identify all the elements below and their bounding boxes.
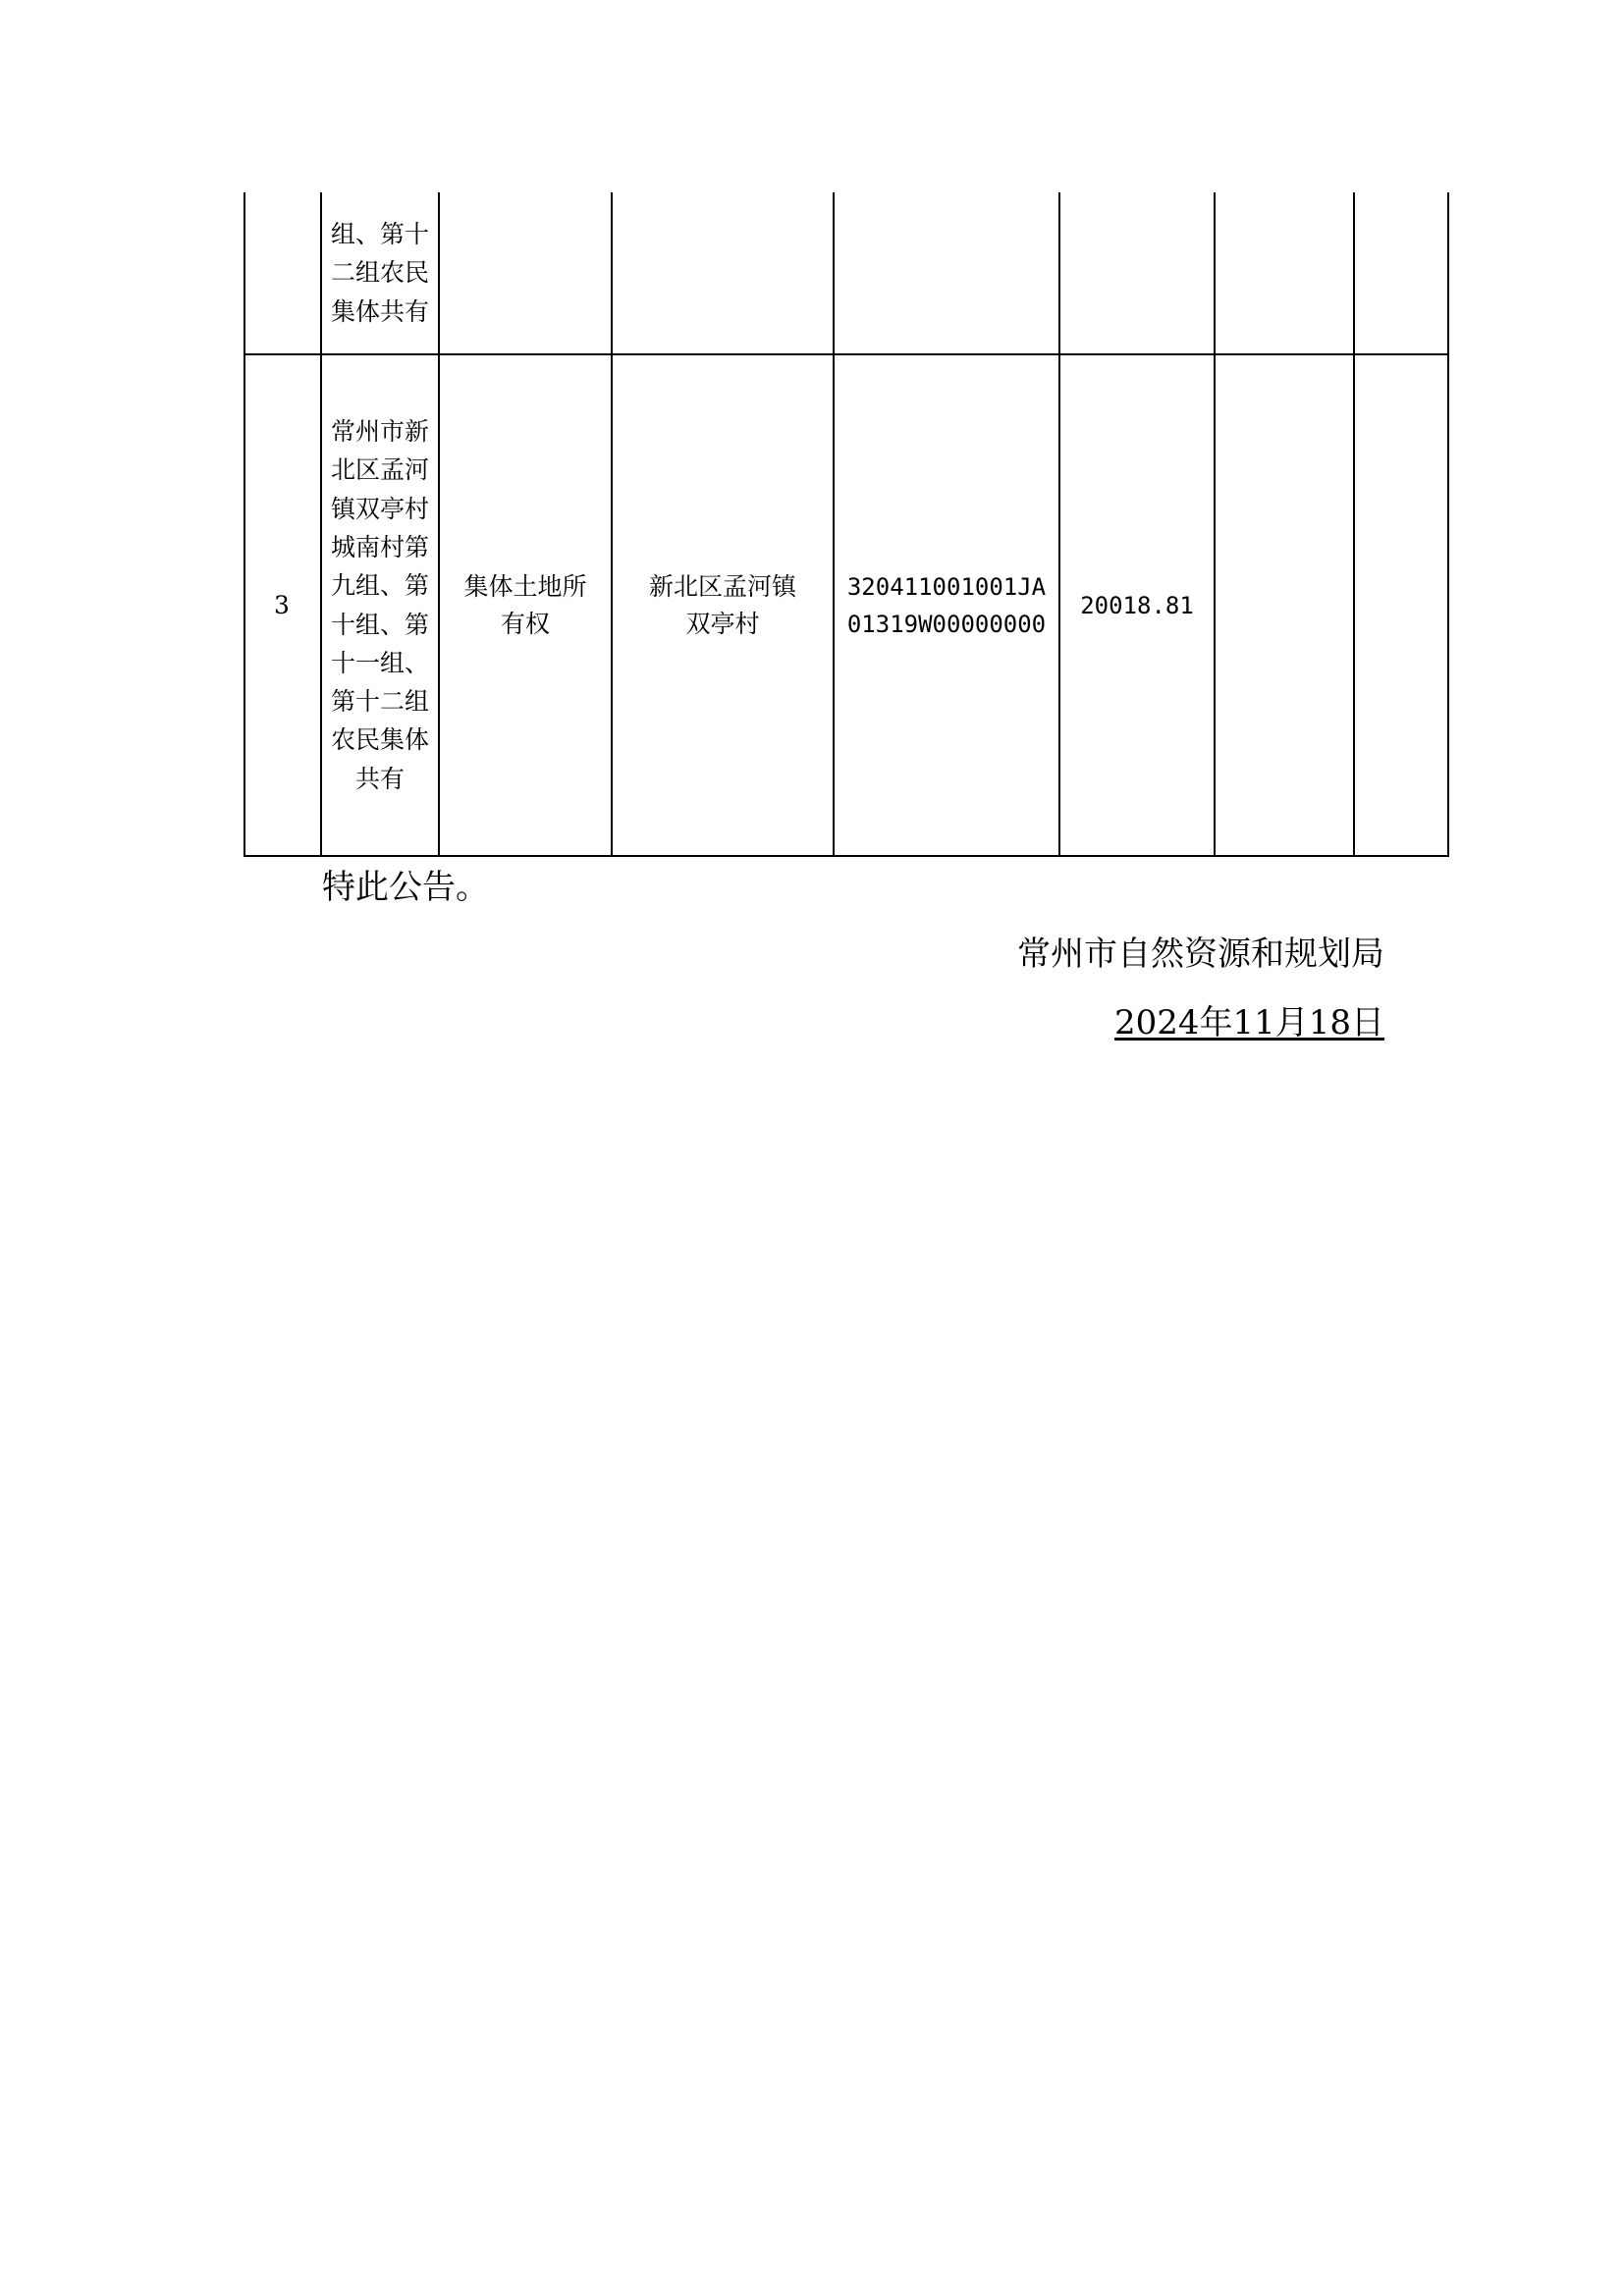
table-cell-owner-continued: [322, 192, 438, 353]
table-cell-area: [1060, 355, 1214, 855]
owner-continued-text: 组、第十二组农民集体共有: [331, 220, 430, 326]
table-cell-seq: [244, 355, 320, 855]
table-cell-owner: [322, 355, 438, 855]
table-cell-empty: [1355, 355, 1447, 855]
table-cell-location: [613, 355, 833, 855]
table-cell-right-type: [440, 355, 611, 855]
table-cell-unit-code: [835, 355, 1058, 855]
table-border-bottom: [244, 855, 1449, 857]
table-border-right: [1447, 192, 1449, 857]
table-cell-empty: [1216, 355, 1353, 855]
area-value: 20018.81: [1080, 591, 1194, 619]
issuer-name: 常州市自然资源和规划局: [1017, 934, 1384, 974]
right-type-text: 集体土地所有权: [463, 571, 587, 638]
closing-statement: 特此公告。: [322, 868, 489, 907]
seq-number: 3: [274, 591, 290, 619]
land-rights-table: [244, 192, 1449, 857]
location-text: 新北区孟河镇双亭村: [649, 571, 797, 638]
unit-code-text: 320411001001JA01319W00000000: [846, 572, 1047, 638]
owner-text: 常州市新北区孟河镇双亭村城南村第九组、第十组、第十一组、第十二组农民集体共有: [331, 417, 430, 793]
issue-date: 2024年11月18日: [1113, 1003, 1384, 1042]
